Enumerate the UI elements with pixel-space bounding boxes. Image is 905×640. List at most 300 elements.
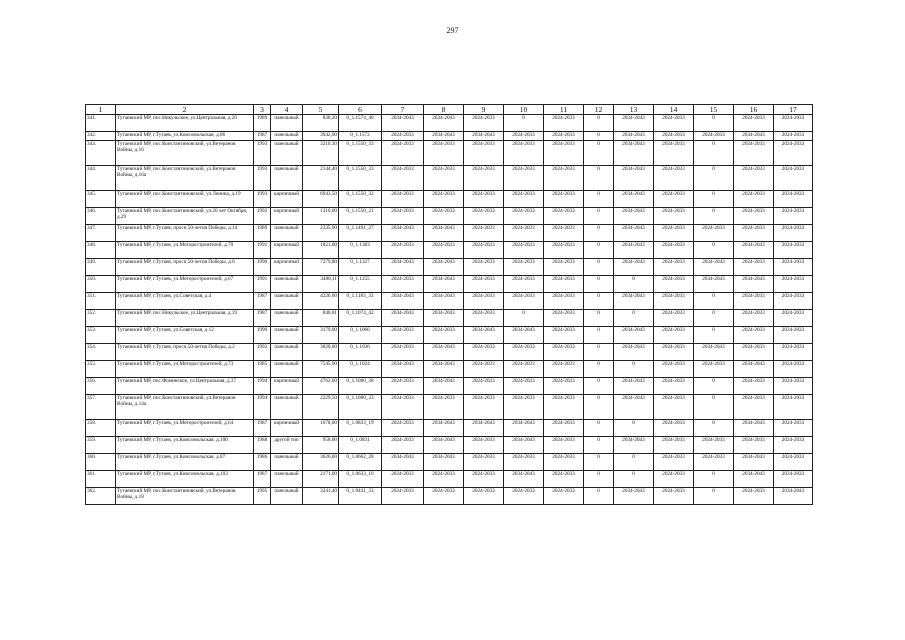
table-cell: 2024-2033	[504, 344, 544, 361]
table-cell: 2034-2043	[382, 259, 424, 276]
table-cell: 2034-2043	[424, 293, 464, 310]
table-cell: панельный	[271, 361, 303, 378]
table-row	[86, 259, 813, 276]
table-cell: 1993	[254, 191, 271, 208]
table-cell: 2034-2043	[614, 132, 654, 141]
table-cell: 2024-2033	[654, 166, 694, 191]
table-cell: 2024-2033	[544, 378, 584, 395]
table-cell: 2024-2033	[424, 488, 464, 505]
table-cell: 2024-2033	[504, 191, 544, 208]
table-cell: 2024-2033	[424, 327, 464, 344]
table-cell: 2024-2033	[654, 208, 694, 225]
table-cell: 2024-2033	[464, 454, 504, 471]
table-cell: 0	[584, 454, 614, 471]
column-header: 3	[254, 105, 271, 115]
table-cell: 2024-2033	[734, 327, 774, 344]
table-cell: 2034-2043	[424, 115, 464, 132]
table-cell: 2024-2033	[774, 420, 813, 437]
table-cell: 0	[694, 395, 734, 420]
table-cell: 2024-2033	[382, 344, 424, 361]
table-cell: панельный	[271, 166, 303, 191]
table-cell: 2024-2033	[774, 344, 813, 361]
table-cell: 2024-2033	[734, 378, 774, 395]
table-cell: 2024-2033	[504, 141, 544, 166]
table-cell: панельный	[271, 293, 303, 310]
table-cell: 2034-2043	[504, 437, 544, 454]
table-cell: Тутаевский МР, пос.Константиновский, ул.Ветеранов Войны, д.16	[116, 141, 254, 166]
table-cell: 2024-2033	[734, 225, 774, 242]
table-cell: 2024-2033	[464, 378, 504, 395]
table-cell: 0_1.1491_27	[339, 225, 382, 242]
table-row	[86, 471, 813, 488]
table-cell: 2024-2033	[544, 361, 584, 378]
table-cell: 0	[694, 141, 734, 166]
column-header: 2	[116, 105, 254, 115]
table-cell: 2024-2033	[464, 344, 504, 361]
table-cell: 2024-2033	[504, 378, 544, 395]
table-cell: 2034-2043	[382, 310, 424, 327]
table-cell: 2024-2033	[382, 141, 424, 166]
data-table	[85, 104, 813, 505]
table-row	[86, 395, 813, 420]
table-cell: 2034-2043	[382, 454, 424, 471]
column-header: 10	[504, 105, 544, 115]
table-cell: 2034-2043	[694, 276, 734, 293]
table-cell: 2024-2033	[504, 166, 544, 191]
table-cell: 0	[614, 471, 654, 488]
table-cell: 2034-2043	[614, 293, 654, 310]
table-cell: 0_1.1550_33	[339, 141, 382, 166]
table-cell: 2024-2033	[544, 242, 584, 259]
table-row	[86, 166, 813, 191]
table-cell: 3820,00	[303, 344, 339, 361]
table-cell: 0	[694, 378, 734, 395]
table-cell: 2024-2033	[382, 378, 424, 395]
table-cell: 0	[694, 310, 734, 327]
table-cell: 2024-2033	[504, 242, 544, 259]
table-cell: 0_1.0662_28	[339, 454, 382, 471]
table-cell: 0	[584, 437, 614, 454]
table-cell: 1991	[254, 242, 271, 259]
table-row	[86, 378, 813, 395]
table-cell: 2144,40	[303, 166, 339, 191]
table-cell: 2024-2033	[464, 115, 504, 132]
table-cell: 346.	[86, 208, 116, 225]
table-cell: Тутаевский МР, пос.Константиновский, ул.Ленина, д.19	[116, 191, 254, 208]
table-cell: 2024-2033	[544, 395, 584, 420]
table-cell: 2024-2033	[464, 259, 504, 276]
table-cell: 2024-2033	[504, 395, 544, 420]
table-cell: панельный	[271, 395, 303, 420]
table-cell: 2034-2043	[734, 361, 774, 378]
table-cell: 341.	[86, 115, 116, 132]
table-cell: 1993	[254, 166, 271, 191]
table-cell: 2024-2033	[544, 327, 584, 344]
table-row	[86, 191, 813, 208]
table-cell: 345.	[86, 191, 116, 208]
table-cell: 3241,40	[303, 488, 339, 505]
table-cell: 2034-2043	[614, 395, 654, 420]
table-cell: 7279,80	[303, 259, 339, 276]
table-cell: Тутаевский МР, пос.Фоминское, ул.Центральная, д.37	[116, 378, 254, 395]
table-cell: 1987	[254, 310, 271, 327]
table-cell: 2024-2033	[734, 191, 774, 208]
table-cell: 2024-2033	[382, 488, 424, 505]
table-cell: 2034-2043	[424, 378, 464, 395]
table-cell: 0_1.1000_38	[339, 378, 382, 395]
table-cell: Тутаевский МР, г.Тутаев, ул.Советская, д.4	[116, 293, 254, 310]
table-cell: панельный	[271, 310, 303, 327]
table-cell: 2024-2033	[694, 132, 734, 141]
table-cell: 2024-2033	[504, 208, 544, 225]
table-cell: 2024-2033	[774, 378, 813, 395]
table-cell: Тутаевский МР, пос.Никульское, ул.Центральная, д.20	[116, 115, 254, 132]
column-header: 15	[694, 105, 734, 115]
column-header: 1	[86, 105, 116, 115]
table-cell: 2024-2033	[774, 225, 813, 242]
table-cell: 1989	[254, 225, 271, 242]
table-cell: 0	[694, 293, 734, 310]
table-cell: 344.	[86, 166, 116, 191]
table-row	[86, 132, 813, 141]
table-cell: Тутаевский МР, пос.Константиновский, ул.Ветеранов Войны, д.14а	[116, 395, 254, 420]
table-cell: 2034-2043	[424, 276, 464, 293]
table-cell: 2024-2033	[504, 293, 544, 310]
table-cell: 2024-2033	[424, 191, 464, 208]
table-cell: 2024-2033	[464, 395, 504, 420]
table-cell: Тутаевский МР, г.Тутаев, ул.Моторостроителей, д.67	[116, 276, 254, 293]
table-row	[86, 141, 813, 166]
table-cell: 2024-2033	[464, 276, 504, 293]
column-header: 7	[382, 105, 424, 115]
table-row	[86, 225, 813, 242]
table-cell: 840,81	[303, 310, 339, 327]
table-row	[86, 242, 813, 259]
table-cell: 2024-2033	[544, 437, 584, 454]
table-cell: 2034-2043	[424, 437, 464, 454]
table-cell: 2024-2033	[382, 191, 424, 208]
table-cell: 1987	[254, 293, 271, 310]
table-cell: 0	[614, 420, 654, 437]
table-cell: 0	[584, 395, 614, 420]
table-cell: 0_1.1574_40	[339, 115, 382, 132]
table-cell: 0	[694, 191, 734, 208]
table-cell: 0_1.1066	[339, 327, 382, 344]
table-cell: панельный	[271, 327, 303, 344]
table-cell: 2034-2043	[382, 225, 424, 242]
table-cell: 2024-2033	[544, 293, 584, 310]
table-cell: 0	[584, 115, 614, 132]
table-cell: 362.	[86, 488, 116, 505]
table-cell: 2024-2033	[464, 242, 504, 259]
table-cell: 2034-2043	[464, 327, 504, 344]
table-cell: 360.	[86, 454, 116, 471]
table-cell: 2024-2033	[734, 344, 774, 361]
table-cell: 0	[584, 242, 614, 259]
table-cell: 0_1.1383	[339, 242, 382, 259]
table-cell: 0_1.1036	[339, 344, 382, 361]
table-cell: 2024-2033	[544, 166, 584, 191]
column-header: 9	[464, 105, 504, 115]
table-cell: 2024-2033	[464, 437, 504, 454]
table-cell: 0	[584, 276, 614, 293]
table-cell: 0_1.1183_33	[339, 293, 382, 310]
table-cell: 2024-2033	[504, 225, 544, 242]
table-cell: 2024-2033	[734, 310, 774, 327]
table-row	[86, 344, 813, 361]
table-cell: 2024-2033	[774, 208, 813, 225]
table-cell: 351.	[86, 293, 116, 310]
table-cell: 2024-2033	[774, 293, 813, 310]
table-cell: 2171,00	[303, 471, 339, 488]
table-cell: 1987	[254, 420, 271, 437]
table-cell: 1993	[254, 208, 271, 225]
table-cell: 2024-2033	[654, 115, 694, 132]
table-cell: 2024-2033	[654, 471, 694, 488]
table-cell: 0	[694, 471, 734, 488]
table-cell: 0_1.0441_33	[339, 488, 382, 505]
table-cell: 2024-2033	[464, 166, 504, 191]
column-header: 5	[303, 105, 339, 115]
table-cell: 0	[584, 488, 614, 505]
table-cell: 0	[614, 454, 654, 471]
table-cell: 2024-2033	[654, 293, 694, 310]
table-cell: 2024-2033	[464, 141, 504, 166]
table-cell: 2024-2033	[654, 420, 694, 437]
table-cell: 2034-2043	[464, 132, 504, 141]
table-row	[86, 208, 813, 225]
table-cell: 0	[584, 141, 614, 166]
table-cell: Тутаевский МР, г.Тутаев, ул.Моторостроителей, д.70	[116, 242, 254, 259]
table-cell: 2024-2033	[424, 141, 464, 166]
table-cell: 2024-2033	[544, 141, 584, 166]
table-cell: 3942,00	[303, 132, 339, 141]
table-cell: 2034-2043	[382, 293, 424, 310]
table-cell: панельный	[271, 132, 303, 141]
table-cell: Тутаевский МР, г.Тутаев, просп.50-летия Победы, д.6	[116, 259, 254, 276]
table-cell: Тутаевский МР, пос.Константиновский, ул.Ветеранов Войны, д.18	[116, 488, 254, 505]
table-cell: 353.	[86, 327, 116, 344]
table-cell: 0	[694, 420, 734, 437]
table-cell: 0	[694, 242, 734, 259]
table-cell: 2024-2033	[694, 361, 734, 378]
table-cell: 2024-2033	[544, 259, 584, 276]
table-cell: 2024-2033	[734, 488, 774, 505]
table-cell: 2024-2033	[382, 208, 424, 225]
table-cell: 349.	[86, 259, 116, 276]
table-cell: 2024-2033	[464, 191, 504, 208]
table-cell: 2024-2033	[734, 166, 774, 191]
table-cell: 2034-2043	[504, 420, 544, 437]
table-cell: 2024-2033	[654, 259, 694, 276]
table-cell: 2024-2033	[382, 395, 424, 420]
table-cell: 2024-2033	[544, 488, 584, 505]
table-cell: 2024-2033	[504, 132, 544, 141]
table-cell: 0	[584, 420, 614, 437]
table-cell: 2024-2033	[774, 132, 813, 141]
table-cell: 0_1.1327	[339, 259, 382, 276]
table-cell: 2024-2033	[774, 471, 813, 488]
table-cell: Тутаевский МР, г.Тутаев, ул.Комсомольская, д.103	[116, 471, 254, 488]
table-cell: 2034-2043	[424, 420, 464, 437]
table-cell: 359.	[86, 437, 116, 454]
table-cell: 2024-2033	[654, 395, 694, 420]
table-cell: 0	[584, 310, 614, 327]
table-cell: 2024-2033	[694, 437, 734, 454]
table-cell: 0	[584, 378, 614, 395]
table-cell: 2034-2043	[614, 378, 654, 395]
table-cell: 3480,11	[303, 276, 339, 293]
table-cell: 0	[584, 208, 614, 225]
table-cell: 2034-2043	[504, 327, 544, 344]
table-cell: 2034-2043	[614, 437, 654, 454]
table-cell: 2034-2043	[614, 115, 654, 132]
table-cell: 2024-2033	[544, 191, 584, 208]
table-cell: 2034-2043	[424, 225, 464, 242]
table-cell: 0	[584, 259, 614, 276]
table-cell: 2024-2033	[734, 259, 774, 276]
table-cell: 2024-2033	[544, 471, 584, 488]
table-cell: 2024-2033	[382, 327, 424, 344]
table-cell: 958,00	[303, 437, 339, 454]
table-cell: 2024-2033	[544, 115, 584, 132]
column-header: 16	[734, 105, 774, 115]
table-cell: 356.	[86, 378, 116, 395]
table-cell: 2024-2033	[464, 488, 504, 505]
table-cell: 2024-2033	[774, 115, 813, 132]
table-cell: 2034-2043	[734, 454, 774, 471]
table-cell: 2024-2033	[774, 166, 813, 191]
table-cell: 2024-2033	[464, 310, 504, 327]
table-cell: 2024-2033	[654, 141, 694, 166]
table-cell: 2034-2043	[734, 242, 774, 259]
table-cell: 838,20	[303, 115, 339, 132]
table-cell: 0	[694, 488, 734, 505]
table-cell: 0_1.0833_19	[339, 420, 382, 437]
table-cell: 2024-2033	[774, 361, 813, 378]
table-row	[86, 454, 813, 471]
table-cell: 2024-2033	[504, 488, 544, 505]
table-cell: 2024-2033	[382, 276, 424, 293]
table-cell: 2024-2033	[464, 361, 504, 378]
table-cell: 2335,00	[303, 225, 339, 242]
table-cell: 2024-2033	[774, 276, 813, 293]
page-number: 297	[446, 26, 459, 35]
table-cell: 2034-2043	[614, 141, 654, 166]
table-cell: панельный	[271, 454, 303, 471]
table-cell: 1987	[254, 471, 271, 488]
table-cell: 0	[504, 310, 544, 327]
table-cell: 0	[504, 115, 544, 132]
table-cell: 2024-2033	[774, 141, 813, 166]
table-cell: 1316,00	[303, 208, 339, 225]
table-cell: 2229,50	[303, 395, 339, 420]
table-cell: Тутаевский МР, г.Тутаев, ул.Комсомольская, д.86	[116, 132, 254, 141]
table-cell: другой тип	[271, 437, 303, 454]
table-cell: 2024-2033	[382, 471, 424, 488]
table-cell: 2024-2033	[544, 132, 584, 141]
table-cell: 0_1.1572	[339, 132, 382, 141]
table-cell: 0_1.1550_32	[339, 191, 382, 208]
column-header: 11	[544, 105, 584, 115]
table-cell: 2024-2033	[504, 361, 544, 378]
table-cell: 2034-2043	[382, 361, 424, 378]
column-header: 13	[614, 105, 654, 115]
table-cell: 2024-2033	[544, 420, 584, 437]
table-cell: 2024-2033	[464, 293, 504, 310]
table-cell: 2024-2033	[382, 420, 424, 437]
table-cell: кирпичный	[271, 259, 303, 276]
table-cell: 2024-2033	[654, 378, 694, 395]
table-cell: 2024-2033	[774, 327, 813, 344]
table-cell: 2024-2033	[734, 437, 774, 454]
table-cell: 350.	[86, 276, 116, 293]
table-row	[86, 115, 813, 132]
table-cell: 2034-2043	[774, 488, 813, 505]
table-cell: 1991	[254, 276, 271, 293]
table-cell: 1992	[254, 344, 271, 361]
table-cell: 2024-2033	[654, 191, 694, 208]
table-cell: 0_1.1000_33	[339, 395, 382, 420]
table-cell: 2034-2043	[424, 344, 464, 361]
table-cell: 2034-2043	[614, 327, 654, 344]
table-cell: 2034-2043	[614, 225, 654, 242]
table-cell: 0	[584, 166, 614, 191]
table-cell: 2034-2043	[464, 420, 504, 437]
table-cell: 2024-2033	[774, 437, 813, 454]
table-cell: 3179,00	[303, 327, 339, 344]
table-cell: 7545,00	[303, 361, 339, 378]
table-cell: Тутаевский МР, г.Тутаев, ул.Моторостроителей, д.64	[116, 420, 254, 437]
table-cell: 0	[584, 327, 614, 344]
table-cell: 0_1.0831	[339, 437, 382, 454]
table-row	[86, 361, 813, 378]
table-cell: 0	[584, 344, 614, 361]
table-cell: 2024-2033	[544, 276, 584, 293]
table-cell: панельный	[271, 225, 303, 242]
table-cell: 2024-2033	[734, 208, 774, 225]
column-header: 4	[271, 105, 303, 115]
table-cell: 2024-2033	[654, 344, 694, 361]
table-cell: 2024-2033	[774, 454, 813, 471]
table-cell: 2034-2043	[694, 344, 734, 361]
table-cell: 2034-2043	[734, 276, 774, 293]
table-cell: 2024-2033	[464, 225, 504, 242]
table-cell: Тутаевский МР, пос.Константиновский, ул.Ветеранов Войны, д.16а	[116, 166, 254, 191]
table-cell: 2024-2033	[424, 395, 464, 420]
column-header: 14	[654, 105, 694, 115]
table-cell: 2034-2043	[504, 471, 544, 488]
table-cell: 0	[694, 166, 734, 191]
table-cell: 1678,00	[303, 420, 339, 437]
table-cell: 1993	[254, 141, 271, 166]
table-cell: Тутаевский МР, г.Тутаев, ул.Комсомольская, д.100	[116, 437, 254, 454]
table-cell: панельный	[271, 141, 303, 166]
table-cell: 2024-2033	[654, 454, 694, 471]
table-cell: панельный	[271, 276, 303, 293]
table-cell: 3626,00	[303, 454, 339, 471]
table-cell: кирпичный	[271, 242, 303, 259]
table-cell: 2034-2043	[614, 344, 654, 361]
table-cell: 1988	[254, 437, 271, 454]
table-cell: 0	[584, 132, 614, 141]
table-cell: 1994	[254, 395, 271, 420]
table-cell: 2034-2043	[614, 208, 654, 225]
table-cell: 2024-2033	[544, 454, 584, 471]
table-row	[86, 310, 813, 327]
table-cell: кирпичный	[271, 420, 303, 437]
table-cell: 2024-2033	[654, 276, 694, 293]
